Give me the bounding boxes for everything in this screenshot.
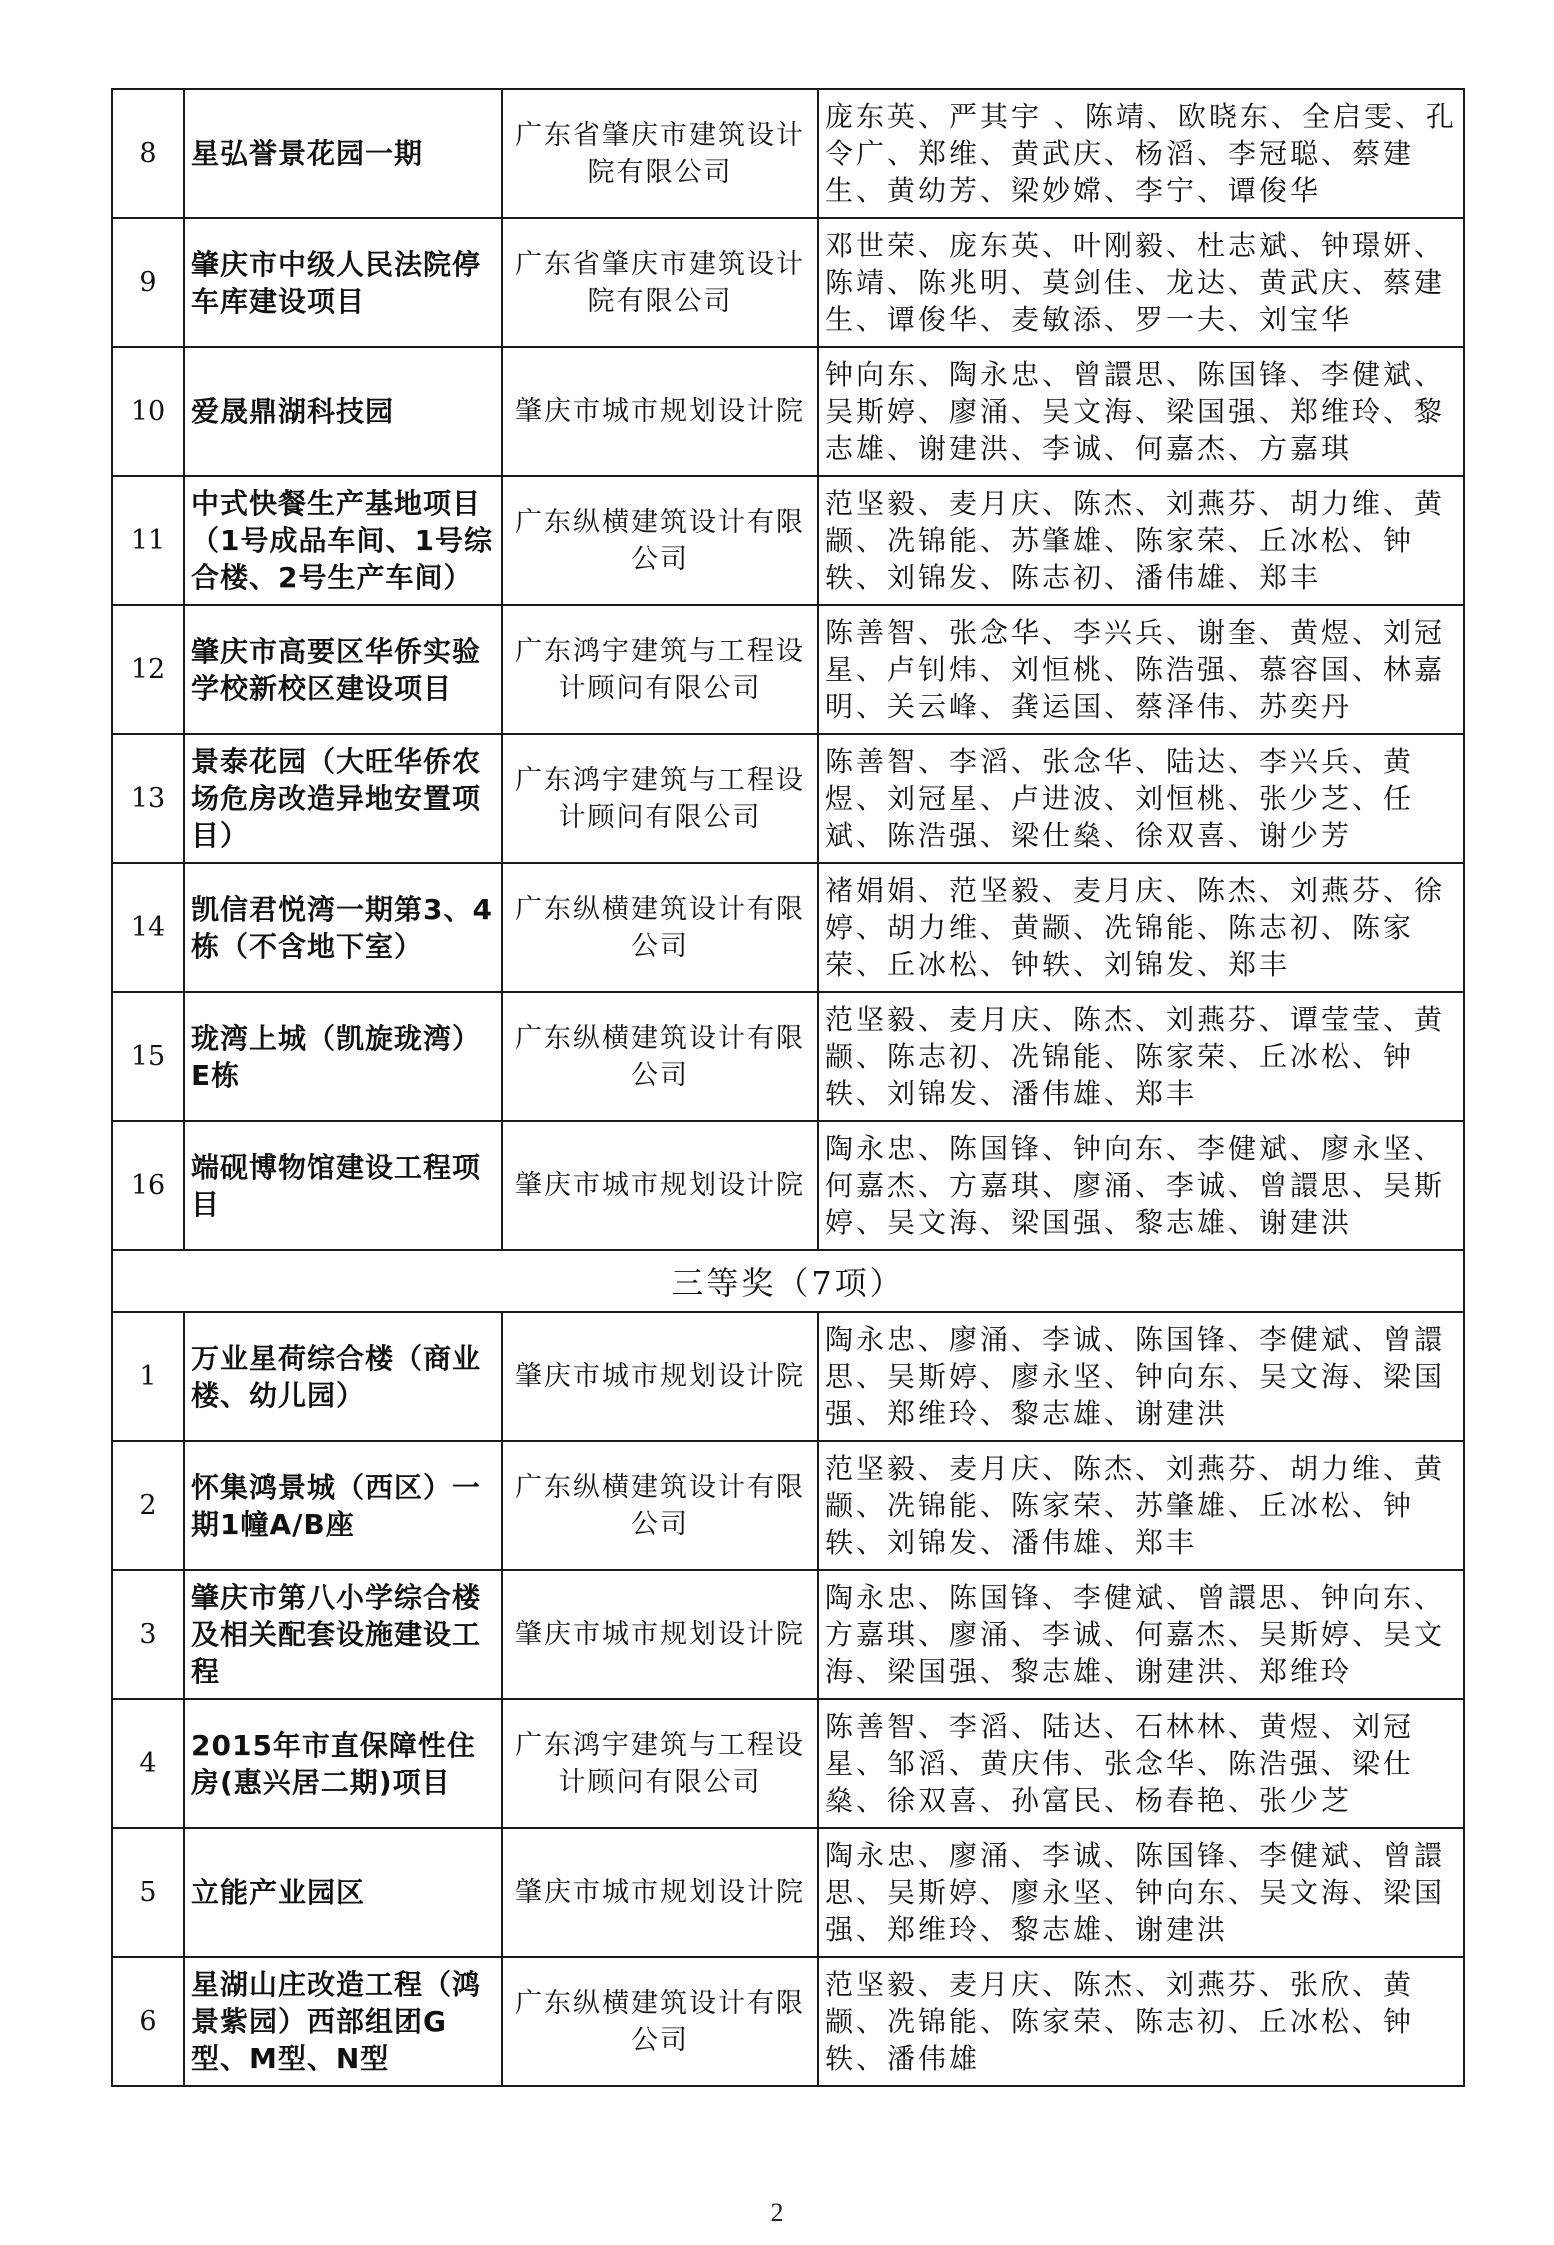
page-number: 2	[770, 2198, 784, 2227]
row-number: 14	[112, 863, 184, 992]
table-row	[112, 734, 1464, 863]
row-number: 15	[112, 992, 184, 1121]
team-members: 褚娟娟、范坚毅、麦月庆、陈杰、刘燕芬、徐婷、胡力维、黄颛、冼锦能、陈志初、陈家荣、丘冰松、钟轶、刘锦发、郑丰	[818, 863, 1464, 992]
project-name: 星弘誉景花园一期	[184, 89, 502, 218]
design-unit: 肇庆市城市规划设计院	[502, 1570, 818, 1699]
design-unit: 肇庆市城市规划设计院	[502, 347, 818, 476]
row-number: 11	[112, 476, 184, 605]
table-row	[112, 1699, 1464, 1828]
design-unit: 广东省肇庆市建筑设计院有限公司	[502, 218, 818, 347]
design-unit: 广东纵横建筑设计有限公司	[502, 1957, 818, 2086]
table-row	[112, 1441, 1464, 1570]
row-number: 13	[112, 734, 184, 863]
section-title: 三等奖（7项）	[112, 1250, 1464, 1312]
table-row	[112, 476, 1464, 605]
row-number: 3	[112, 1570, 184, 1699]
team-members: 陈善智、李滔、陆达、石林林、黄煜、刘冠星、邹滔、黄庆伟、张念华、陈浩强、梁仕燊、徐双喜、孙富民、杨春艳、张少芝	[818, 1699, 1464, 1828]
project-name: 星湖山庄改造工程（鸿景紫园）西部组团G型、M型、N型	[184, 1957, 502, 2086]
row-number: 10	[112, 347, 184, 476]
design-unit: 广东鸿宇建筑与工程设计顾问有限公司	[502, 734, 818, 863]
team-members: 钟向东、陶永忠、曾譞思、陈国锋、李健斌、吴斯婷、廖涌、吴文海、梁国强、郑维玲、黎志雄、谢建洪、李诚、何嘉杰、方嘉琪	[818, 347, 1464, 476]
row-number: 5	[112, 1828, 184, 1957]
team-members: 范坚毅、麦月庆、陈杰、刘燕芬、胡力维、黄颛、冼锦能、陈家荣、苏肇雄、丘冰松、钟轶、刘锦发、潘伟雄、郑丰	[818, 1441, 1464, 1570]
project-name: 肇庆市中级人民法院停车库建设项目	[184, 218, 502, 347]
design-unit: 肇庆市城市规划设计院	[502, 1312, 818, 1441]
team-members: 范坚毅、麦月庆、陈杰、刘燕芬、张欣、黄颛、冼锦能、陈家荣、陈志初、丘冰松、钟轶、潘伟雄	[818, 1957, 1464, 2086]
design-unit: 广东鸿宇建筑与工程设计顾问有限公司	[502, 1699, 818, 1828]
design-unit: 肇庆市城市规划设计院	[502, 1121, 818, 1250]
team-members: 陶永忠、廖涌、李诚、陈国锋、李健斌、曾譞思、吴斯婷、廖永坚、钟向东、吴文海、梁国强、郑维玲、黎志雄、谢建洪	[818, 1828, 1464, 1957]
row-number: 16	[112, 1121, 184, 1250]
row-number: 12	[112, 605, 184, 734]
project-name: 端砚博物馆建设工程项目	[184, 1121, 502, 1250]
awards-table	[111, 88, 1465, 2087]
row-number: 2	[112, 1441, 184, 1570]
design-unit: 广东纵横建筑设计有限公司	[502, 863, 818, 992]
project-name: 立能产业园区	[184, 1828, 502, 1957]
team-members: 陈善智、张念华、李兴兵、谢奎、黄煜、刘冠星、卢钊炜、刘恒桃、陈浩强、慕容国、林嘉明、关云峰、龚运国、蔡泽伟、苏奕丹	[818, 605, 1464, 734]
row-number: 8	[112, 89, 184, 218]
row-number: 1	[112, 1312, 184, 1441]
team-members: 陶永忠、陈国锋、李健斌、曾譞思、钟向东、方嘉琪、廖涌、李诚、何嘉杰、吴斯婷、吴文海、梁国强、黎志雄、谢建洪、郑维玲	[818, 1570, 1464, 1699]
project-name: 肇庆市高要区华侨实验学校新校区建设项目	[184, 605, 502, 734]
team-members: 陶永忠、廖涌、李诚、陈国锋、李健斌、曾譞思、吴斯婷、廖永坚、钟向东、吴文海、梁国强、郑维玲、黎志雄、谢建洪	[818, 1312, 1464, 1441]
row-number: 6	[112, 1957, 184, 2086]
design-unit: 广东纵横建筑设计有限公司	[502, 1441, 818, 1570]
project-name: 中式快餐生产基地项目（1号成品车间、1号综合楼、2号生产车间）	[184, 476, 502, 605]
table-row	[112, 1312, 1464, 1441]
table-row	[112, 605, 1464, 734]
table-row	[112, 1957, 1464, 2086]
table-row	[112, 218, 1464, 347]
section-header-row	[112, 1250, 1464, 1312]
project-name: 珑湾上城（凯旋珑湾）E栋	[184, 992, 502, 1121]
project-name: 怀集鸿景城（西区）一期1幢A/B座	[184, 1441, 502, 1570]
table-row	[112, 1570, 1464, 1699]
table-row	[112, 347, 1464, 476]
design-unit: 肇庆市城市规划设计院	[502, 1828, 818, 1957]
project-name: 景泰花园（大旺华侨农场危房改造异地安置项目）	[184, 734, 502, 863]
project-name: 万业星荷综合楼（商业楼、幼儿园）	[184, 1312, 502, 1441]
row-number: 4	[112, 1699, 184, 1828]
table-row	[112, 1828, 1464, 1957]
table-row	[112, 863, 1464, 992]
team-members: 邓世荣、庞东英、叶刚毅、杜志斌、钟璟妍、陈靖、陈兆明、莫剑佳、龙达、黄武庆、蔡建生、谭俊华、麦敏添、罗一夫、刘宝华	[818, 218, 1464, 347]
team-members: 范坚毅、麦月庆、陈杰、刘燕芬、谭莹莹、黄颛、陈志初、冼锦能、陈家荣、丘冰松、钟轶、刘锦发、潘伟雄、郑丰	[818, 992, 1464, 1121]
design-unit: 广东纵横建筑设计有限公司	[502, 476, 818, 605]
team-members: 陶永忠、陈国锋、钟向东、李健斌、廖永坚、何嘉杰、方嘉琪、廖涌、李诚、曾譞思、吴斯婷、吴文海、梁国强、黎志雄、谢建洪	[818, 1121, 1464, 1250]
team-members: 范坚毅、麦月庆、陈杰、刘燕芬、胡力维、黄颛、冼锦能、苏肇雄、陈家荣、丘冰松、钟轶、刘锦发、陈志初、潘伟雄、郑丰	[818, 476, 1464, 605]
design-unit: 广东鸿宇建筑与工程设计顾问有限公司	[502, 605, 818, 734]
project-name: 肇庆市第八小学综合楼及相关配套设施建设工程	[184, 1570, 502, 1699]
design-unit: 广东纵横建筑设计有限公司	[502, 992, 818, 1121]
project-name: 爱晟鼎湖科技园	[184, 347, 502, 476]
table-row	[112, 1121, 1464, 1250]
table-row	[112, 89, 1464, 218]
row-number: 9	[112, 218, 184, 347]
table-row	[112, 992, 1464, 1121]
project-name: 2015年市直保障性住房(惠兴居二期)项目	[184, 1699, 502, 1828]
design-unit: 广东省肇庆市建筑设计院有限公司	[502, 89, 818, 218]
team-members: 庞东英、严其宇 、陈靖、欧晓东、全启雯、孔令广、郑维、黄武庆、杨滔、李冠聪、蔡建生、黄幼芳、梁妙嫦、李宁、谭俊华	[818, 89, 1464, 218]
project-name: 凯信君悦湾一期第3、4栋（不含地下室）	[184, 863, 502, 992]
team-members: 陈善智、李滔、张念华、陆达、李兴兵、黄煜、刘冠星、卢进波、刘恒桃、张少芝、任斌、陈浩强、梁仕燊、徐双喜、谢少芳	[818, 734, 1464, 863]
